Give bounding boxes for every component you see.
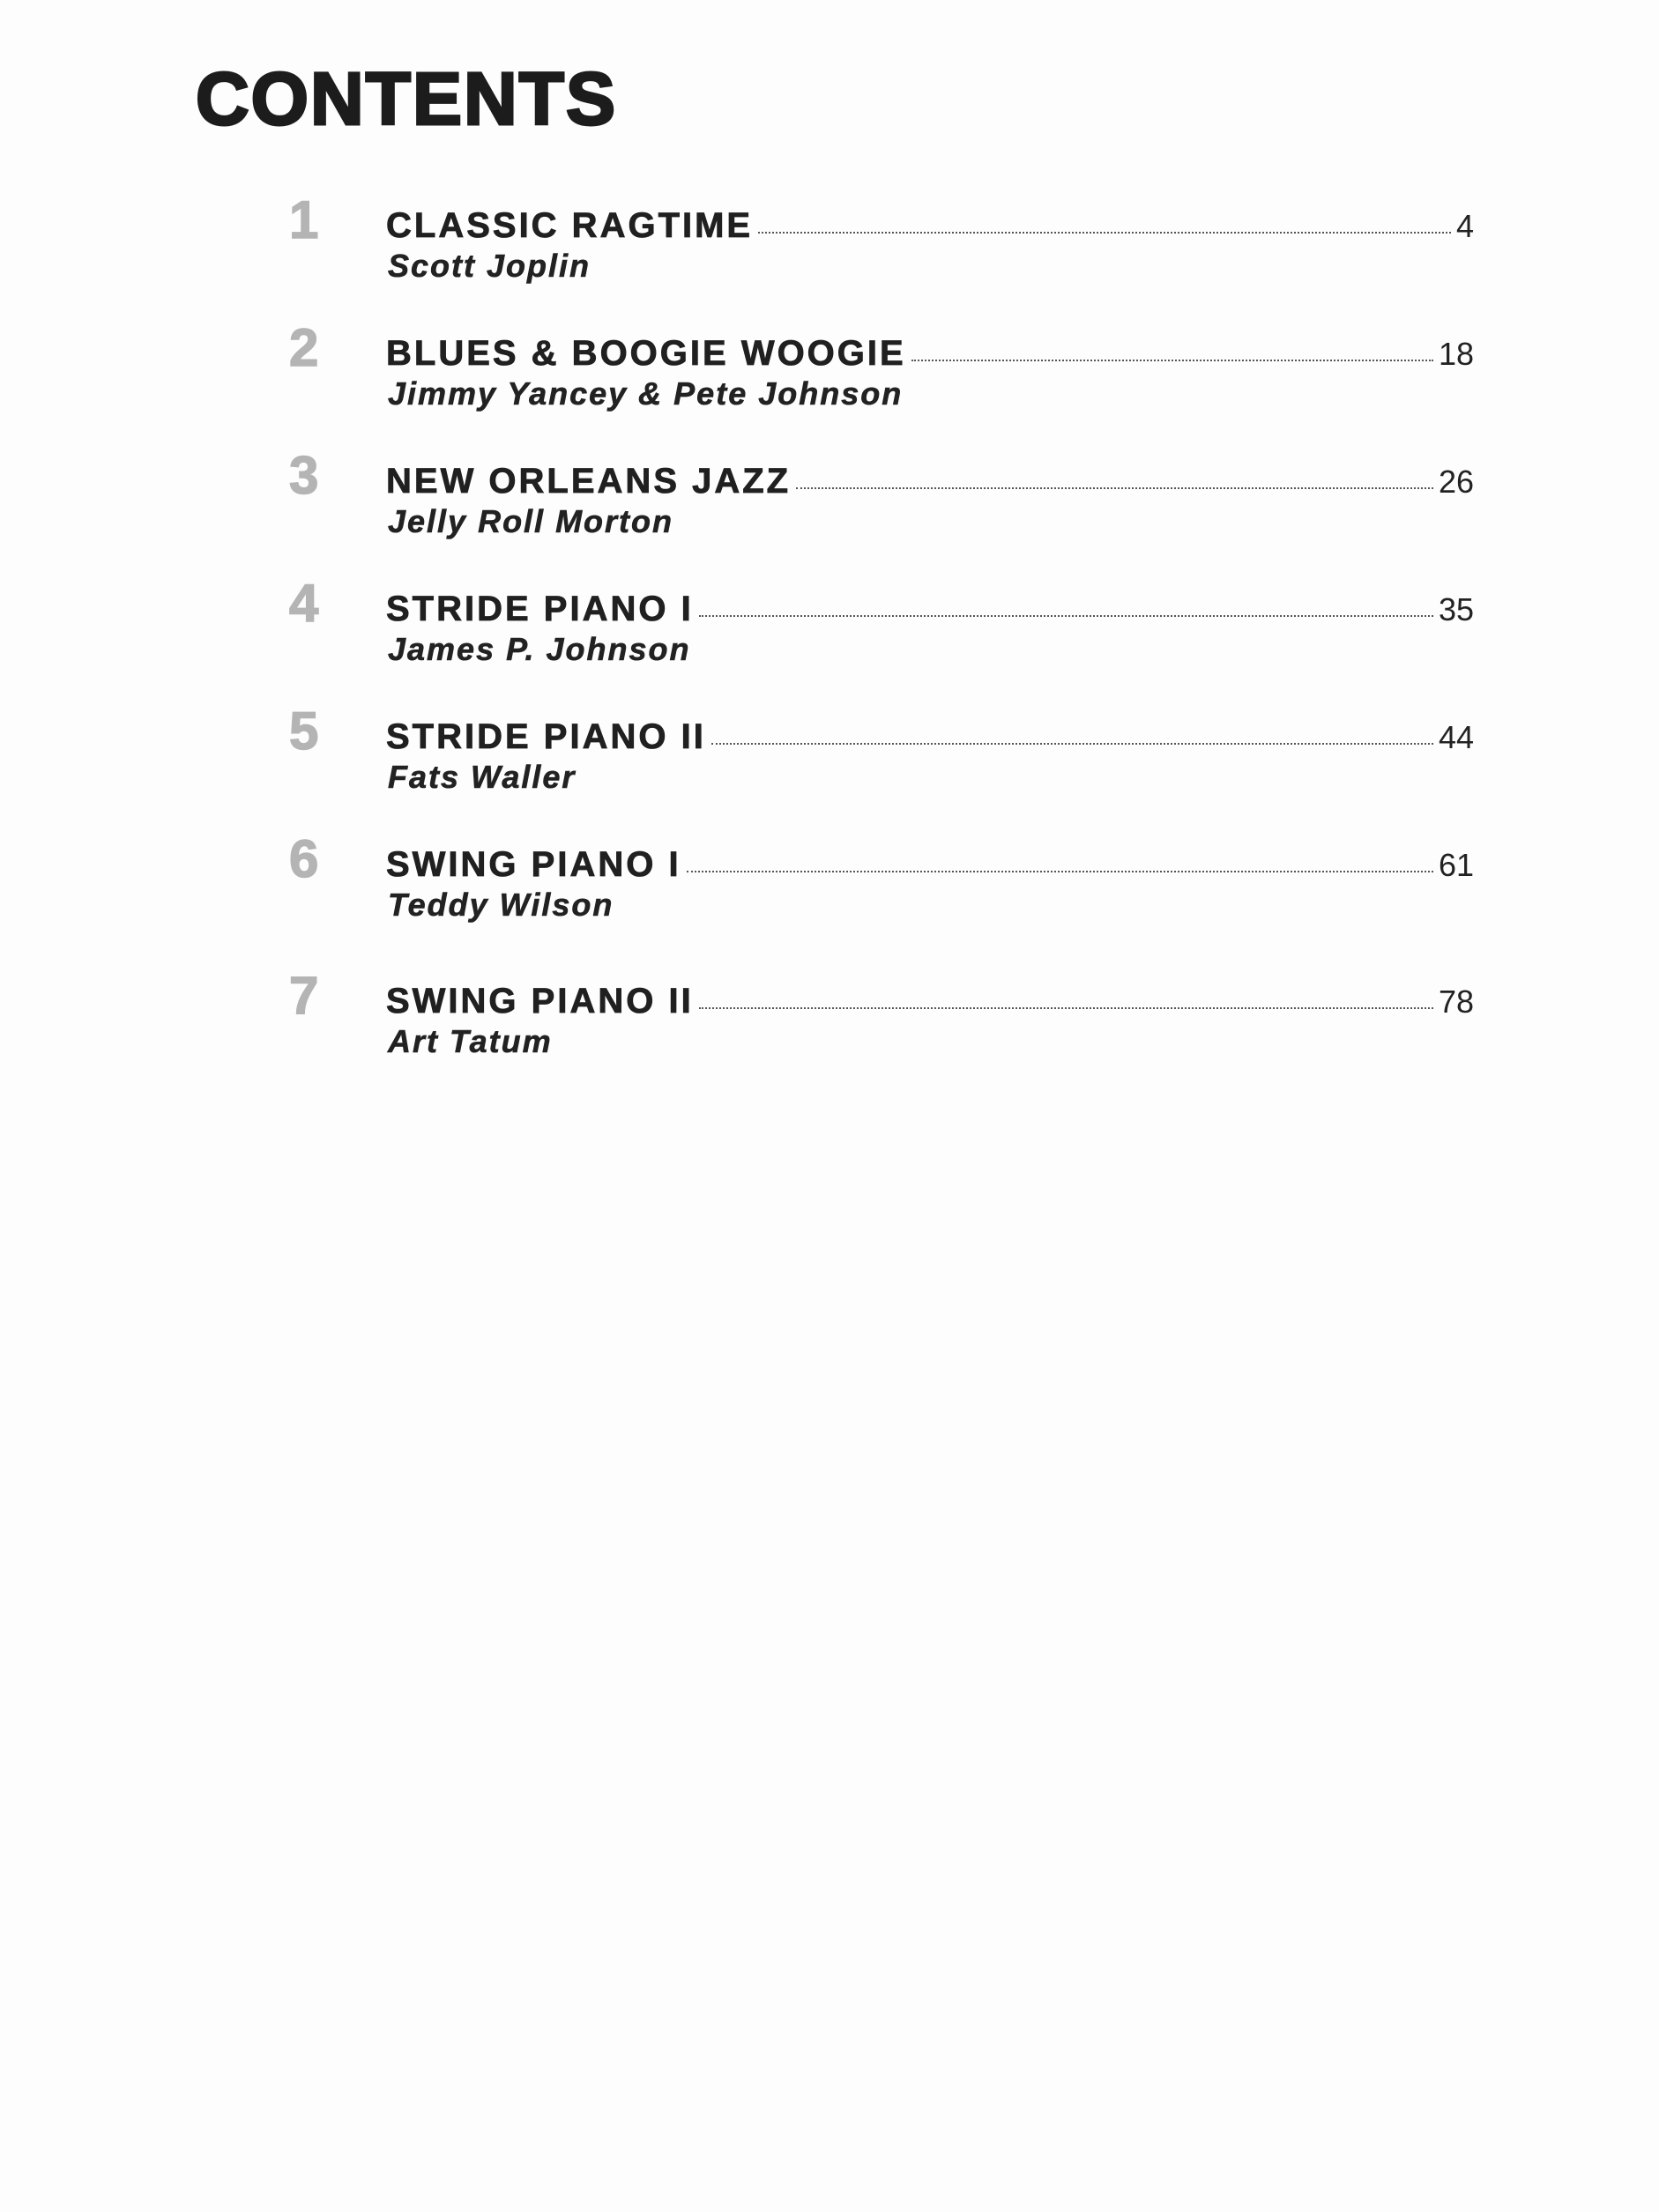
toc-title-line — [386, 716, 1474, 758]
toc-title-line — [386, 843, 1474, 886]
chapter-number: 1 — [289, 190, 319, 249]
page-number: 26 — [1438, 464, 1474, 500]
toc-entry-3[interactable] — [0, 446, 1659, 557]
toc-title-line — [386, 588, 1474, 630]
chapter-artist: Jelly Roll Morton — [388, 503, 674, 539]
toc-entry-7[interactable] — [0, 966, 1659, 1077]
dot-leader — [796, 487, 1433, 489]
toc-title-line — [386, 980, 1474, 1022]
chapter-artist: James P. Johnson — [388, 631, 691, 667]
page-number: 18 — [1438, 336, 1474, 372]
dot-leader — [758, 232, 1451, 234]
toc-entry-1[interactable] — [0, 190, 1659, 301]
toc-entry-5[interactable] — [0, 701, 1659, 813]
chapter-title: SWING PIANO II — [386, 982, 694, 1021]
chapter-title: STRIDE PIANO II — [386, 717, 706, 756]
page-number: 4 — [1455, 208, 1474, 244]
toc-entry-2[interactable] — [0, 318, 1659, 429]
chapter-artist: Teddy Wilson — [388, 887, 614, 923]
chapter-number: 5 — [289, 701, 319, 761]
chapter-title: SWING PIANO I — [386, 845, 681, 884]
dot-leader — [711, 743, 1433, 745]
chapter-number: 7 — [289, 966, 319, 1025]
page-number: 35 — [1438, 591, 1474, 627]
chapter-artist: Art Tatum — [388, 1023, 553, 1059]
dot-leader — [687, 871, 1433, 872]
page-number: 44 — [1438, 719, 1474, 755]
chapter-artist: Jimmy Yancey & Pete Johnson — [388, 375, 904, 412]
chapter-title: CLASSIC RAGTIME — [386, 206, 754, 245]
dot-leader — [699, 1007, 1433, 1009]
chapter-title: BLUES & BOOGIE WOOGIE — [386, 334, 906, 373]
toc-title-line — [386, 332, 1474, 375]
toc-title-line — [386, 460, 1474, 502]
page-number: 61 — [1438, 847, 1474, 883]
chapter-number: 2 — [289, 318, 319, 377]
chapter-title: NEW ORLEANS JAZZ — [386, 462, 792, 501]
chapter-number: 6 — [289, 829, 319, 888]
chapter-artist: Scott Joplin — [388, 248, 591, 284]
toc-title-line — [386, 204, 1474, 247]
toc-entry-6[interactable] — [0, 829, 1659, 940]
dot-leader — [699, 615, 1433, 617]
toc-entry-4[interactable] — [0, 574, 1659, 685]
chapter-title: STRIDE PIANO I — [386, 590, 694, 628]
page-title: CONTENTS — [196, 57, 617, 140]
chapter-number: 3 — [289, 446, 319, 505]
dot-leader — [911, 360, 1433, 361]
chapter-artist: Fats Waller — [388, 759, 577, 795]
page-number: 78 — [1438, 984, 1474, 1020]
chapter-number: 4 — [289, 574, 319, 633]
